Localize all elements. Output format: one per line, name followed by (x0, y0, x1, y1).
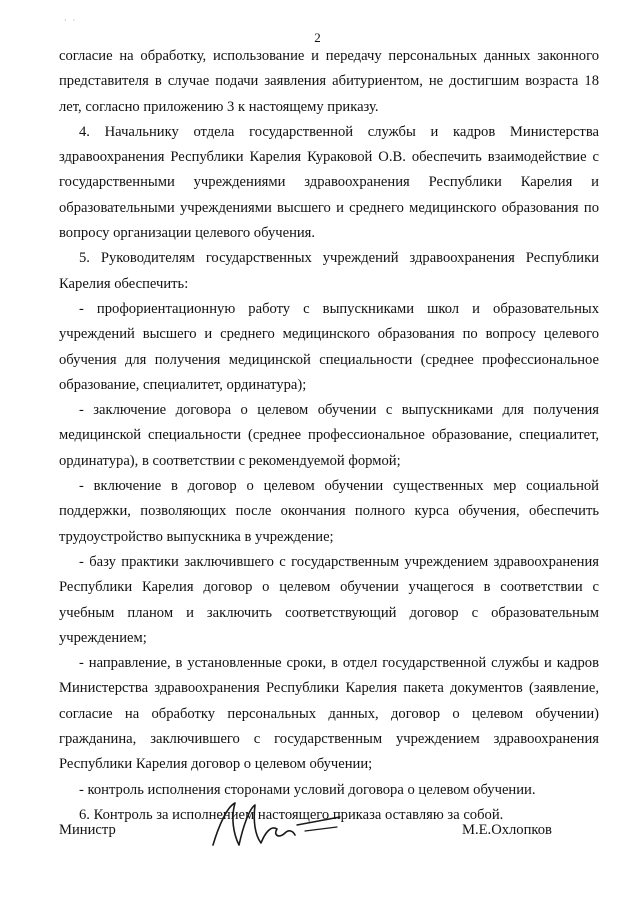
paragraph-item-5: 5. Руководителям государственных учреждений здравоохранения Республики Карелия обеспечить: (59, 250, 599, 292)
signatory-title: Министр (59, 822, 116, 838)
sub-item-control: - контроль исполнения сторонами условий договора о целевом обучении. (79, 781, 536, 798)
page-number: 2 (314, 30, 321, 45)
sub-item-practice-base: - базу практики заключившего с государственным учреждением здравоохранения Республики Карелия договор о целевом обучении учащегося в соответствии с учебным планом и заключить соответствующий договор с образовательным учреждением; (59, 553, 599, 646)
sub-item-career-guidance: - профориентационную работу с выпускниками школ и образовательных учреждений высшего и среднего медицинского образования по вопросу целевого обучения для получения медицинской специальности (среднее профессиональное образование, специалитет, ординатура); (59, 300, 599, 393)
signatory-name: М.Е.Охлопков (462, 822, 552, 838)
sub-item-contract: - заключение договора о целевом обучении с выпускниками для получения медицинской специальности (среднее профессиональное образование, специалитет, ординатура), в соответствии с рекомендуемой формой; (59, 402, 599, 469)
sub-item-documents: - направление, в установленные сроки, в отдел государственной службы и кадров Министерства здравоохранения Республики Карелия пакета документов (заявление, согласие на обработку персональных данных, договор о целевом обучении) гражданина, заключившего с государственным учреждением здравоохранения Республики Карелия договор о целевом обучении; (59, 655, 599, 773)
paragraph-item-6: 6. Контроль за исполнением настоящего приказа оставляю за собой. (79, 806, 504, 823)
scan-artifact: · · (64, 16, 78, 25)
sub-item-social-support: - включение в договор о целевом обучении существенных мер социальной поддержки, позволяющих после окончания полного курса обучения, обеспечить трудоустройство выпускника в учреждение; (59, 478, 599, 545)
handwritten-signature (205, 795, 345, 855)
paragraph-continuation: согласие на обработку, использование и передачу персональных данных законного представителя в случае подачи заявления абитуриентом, не достигшим возраста 18 лет, согласно приложению 3 к настоящему приказу. (59, 48, 599, 115)
document-body (59, 44, 599, 828)
paragraph-item-4: 4. Начальнику отдела государственной службы и кадров Министерства здравоохранения Республики Карелия Кураковой О.В. обеспечить взаимодействие с государственными учреждениями здравоохранения Республики Карелия и образовательными учреждениями высшего и среднего медицинского образования по вопросу организации целевого обучения. (59, 123, 599, 242)
